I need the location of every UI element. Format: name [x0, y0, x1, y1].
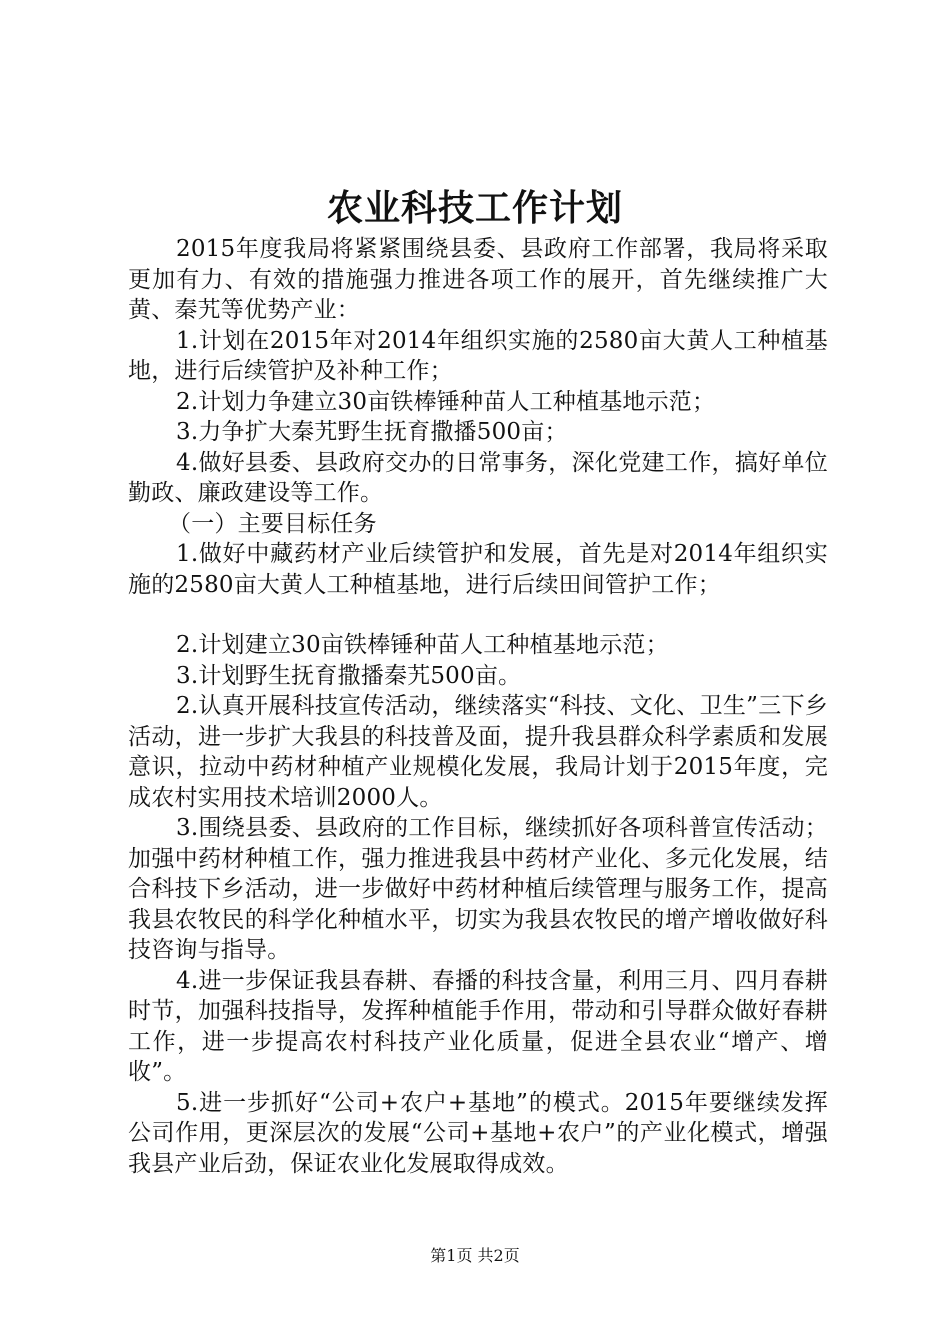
paragraph-goal-1-sub-3: 3.计划野生抚育撒播秦艽500亩。 — [176, 662, 522, 689]
paragraph-goal-2: 2.认真开展科技宣传活动，继续落实“科技、文化、卫生”三下乡活动，进一步扩大我县的科技普及面，提升我县群众科学素质和发展意识，拉动中药材种植产业规模化发展，我局计划于2015年度，完成农村实用技术培训2000人。 — [128, 693, 828, 811]
blank-line — [128, 600, 828, 630]
paragraph-plan-1: 1.计划在2015年对2014年组织实施的2580亩大黄人工种植基地，进行后续管护及补种工作； — [128, 327, 828, 384]
paragraph-goal-1: 1.做好中藏药材产业后续管护和发展，首先是对2014年组织实施的2580亩大黄人工种植基地，进行后续田间管护工作； — [128, 541, 828, 598]
document-body — [128, 234, 828, 1179]
section-heading-main-goals: （一）主要目标任务 — [168, 510, 377, 537]
paragraph-plan-4: 4.做好县委、县政府交办的日常事务，深化党建工作，搞好单位勤政、廉政建设等工作。 — [128, 449, 828, 506]
document-title: 农业科技工作计划 — [326, 187, 623, 229]
paragraph-plan-2: 2.计划力争建立30亩铁棒锤种苗人工种植基地示范； — [176, 388, 716, 415]
paragraph-intro: 2015年度我局将紧紧围绕县委、县政府工作部署，我局将采取更加有力、有效的措施强力推进各项工作的展开，首先继续推广大黄、秦艽等优势产业： — [128, 236, 828, 323]
paragraph-goal-3: 3.围绕县委、县政府的工作目标，继续抓好各项科普宣传活动；加强中药材种植工作，强力推进我县中药材产业化、多元化发展，结合科技下乡活动，进一步做好中药材种植后续管理与服务工作，提高我县农牧民的科学化种植水平，切实为我县农牧民的增产增收做好科技咨询与指导。 — [128, 815, 828, 963]
paragraph-goal-4: 4.进一步保证我县春耕、春播的科技含量，利用三月、四月春耕时节，加强科技指导，发挥种植能手作用，带动和引导群众做好春耕工作，进一步提高农村科技产业化质量，促进全县农业“增产、增收”。 — [128, 967, 828, 1085]
paragraph-goal-5: 5.进一步抓好“公司+农户+基地”的模式。2015年要继续发挥公司作用，更深层次的发展“公司+基地+农户”的产业化模式，增强我县产业后劲，保证农业化发展取得成效。 — [128, 1089, 828, 1177]
paragraph-goal-1-sub-2: 2.计划建立30亩铁棒锤种苗人工种植基地示范； — [176, 632, 669, 658]
page-number: 第1页 共2页 — [430, 1246, 520, 1265]
paragraph-plan-3: 3.力争扩大秦艽野生抚育撒播500亩； — [176, 419, 568, 445]
